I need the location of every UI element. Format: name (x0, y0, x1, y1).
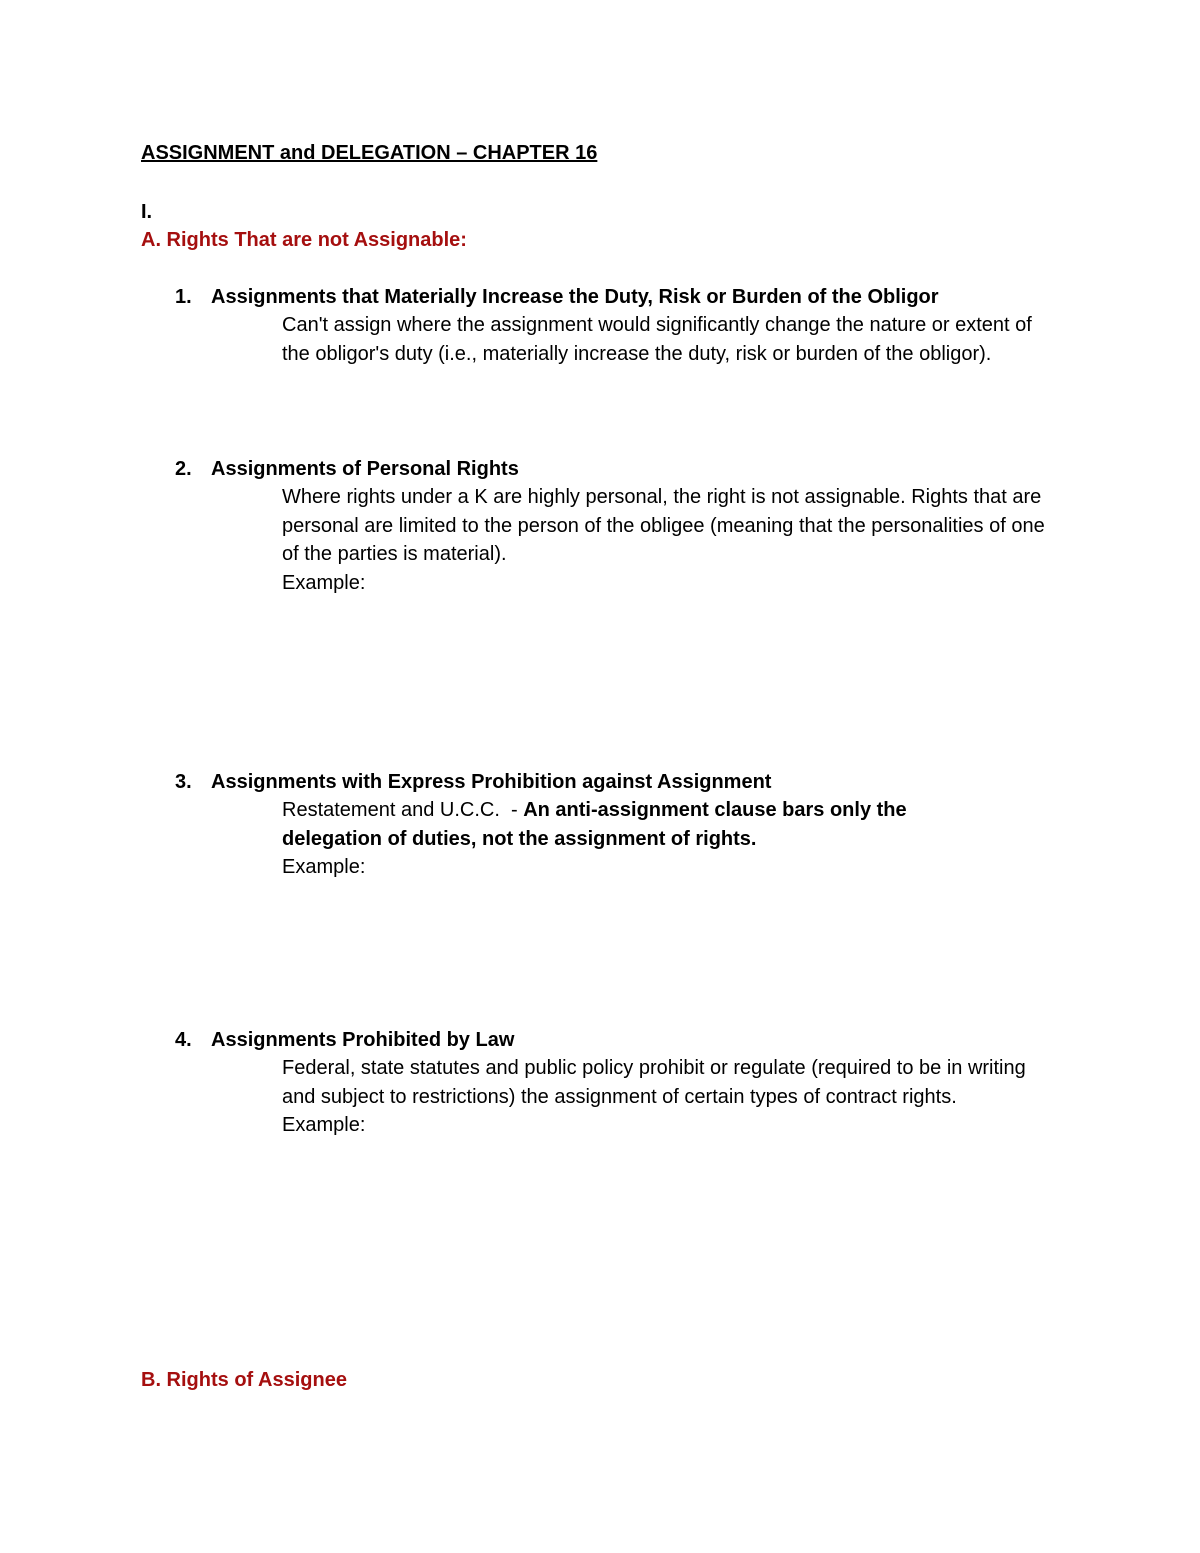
list-item-2-heading (175, 455, 1075, 483)
list-item-1 (175, 283, 1075, 368)
roman-numeral-heading: I. (141, 201, 153, 223)
section-a-heading: A. Rights That are not Assignable: (141, 229, 467, 251)
example-label: Example: (282, 571, 366, 594)
list-item-number: 3. (175, 771, 192, 793)
list-item-1-body (282, 311, 1057, 368)
list-item-number: 1. (175, 286, 192, 308)
list-item-4-heading (175, 1026, 1075, 1054)
list-item-3-body (282, 796, 982, 882)
list-item-text: Can't assign where the assignment would significantly change the nature or extent of the obligor's duty (i.e., materially increase the duty, risk or burden of the obligor). (282, 314, 1032, 365)
list-item-text (282, 796, 982, 853)
list-item-3 (175, 768, 1075, 882)
list-item-text-bold: An anti-assignment clause bars only the delegation of duties, not the assignment of rights. (282, 799, 907, 850)
list-item-title: Assignments Prohibited by Law (211, 1029, 515, 1051)
list-item-number: 2. (175, 458, 192, 480)
list-item-2 (175, 455, 1075, 597)
list-item-title: Assignments of Personal Rights (211, 458, 519, 480)
list-item-number: 4. (175, 1029, 192, 1051)
list-item-4-body (282, 1054, 1027, 1140)
list-item-text: Where rights under a K are highly personal, the right is not assignable. Rights that are personal are limited to the person of the obligee (meaning that the personalities of one of the parties is material). (282, 486, 1045, 565)
list-item-4 (175, 1026, 1075, 1140)
example-label: Example: (282, 1114, 366, 1136)
list-item-text-plain: Restatement and U.C.C. - (282, 799, 524, 821)
list-item-title: Assignments that Materially Increase the Duty, Risk or Burden of the Obligor (211, 286, 939, 308)
list-item-1-heading (175, 283, 1075, 311)
document-title: ASSIGNMENT and DELEGATION – CHAPTER 16 (141, 142, 598, 164)
list-item-title: Assignments with Express Prohibition against Assignment (211, 771, 772, 793)
list-item-text: Federal, state statutes and public policy prohibit or regulate (required to be in writing and subject to restrictions) the assignment of certain types of contract rights. (282, 1057, 1026, 1108)
example-label: Example: (282, 856, 366, 878)
list-item-3-heading (175, 768, 1075, 796)
list-item-2-body (282, 483, 1057, 597)
section-b-heading: B. Rights of Assignee (141, 1369, 347, 1391)
